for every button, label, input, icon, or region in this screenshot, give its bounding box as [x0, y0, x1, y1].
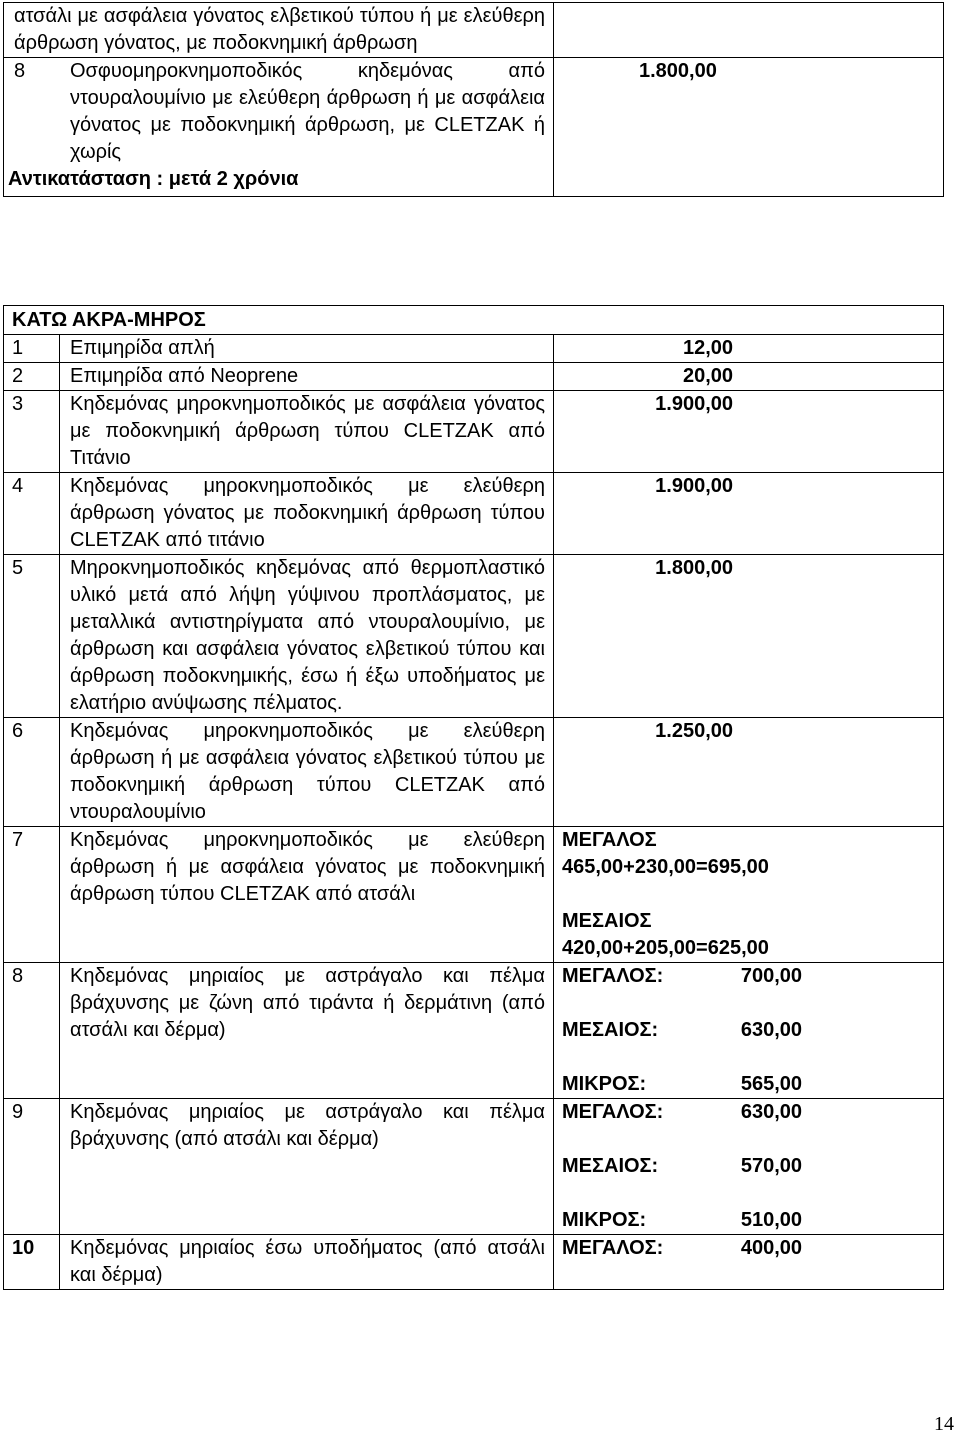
- item-price-block: [554, 1099, 944, 1235]
- size-label: ΜΕΓΑΛΟΣ:: [562, 1101, 664, 1123]
- item-price-block: [554, 963, 944, 1099]
- item-price-block: [554, 827, 944, 963]
- size-label: ΜΙΚΡΟΣ:: [562, 1209, 647, 1231]
- item-price: 1.900,00: [554, 473, 944, 555]
- item-number: 10: [4, 1235, 60, 1290]
- item-description: Οσφυομηροκνημοποδικός κηδεμόνας από ντουραλουμίνιο με ελεύθερη άρθρωση ή με ασφάλεια γόνατος με ποδοκνημική άρθρωση, με CLETZAK ή χωρίς: [70, 60, 545, 163]
- size-medium-value: 420,00+205,00=625,00: [562, 937, 769, 959]
- size-value: 510,00: [740, 1209, 802, 1231]
- item-description: Επιμηρίδα απλή: [60, 335, 554, 363]
- item-number: 6: [4, 718, 60, 827]
- item-price: 1.800,00: [554, 555, 944, 718]
- item-price-block: [554, 1235, 944, 1290]
- item-number: 1: [4, 335, 60, 363]
- table-row: [4, 391, 944, 473]
- item-description: Επιμηρίδα από Neoprene: [60, 363, 554, 391]
- size-label: ΜΕΣΑΙΟΣ:: [562, 1155, 659, 1177]
- continued-description: [4, 3, 554, 58]
- item-8-price-cell: [554, 58, 944, 197]
- table-row: [4, 363, 944, 391]
- table-row: [4, 1235, 944, 1290]
- item-description: Κηδεμόνας μηροκνημοποδικός με ασφάλεια γόνατος με ποδοκνημική άρθρωση τύπου CLETZAK από Τιτάνιο: [60, 391, 554, 473]
- item-description: Κηδεμόνας μηροκνημοποδικός με ελεύθερη άρθρωση γόνατος με ποδοκνημική άρθρωση τύπου CLETZAK από τιτάνιο: [60, 473, 554, 555]
- item-description: Κηδεμόνας μηριαίος με αστράγαλο και πέλμα βράχυνσης με ζώνη από τιράντα ή δερμάτινη (από ατσάλι και δέρμα): [60, 963, 554, 1099]
- item-description: Κηδεμόνας μηριαίος έσω υποδήματος (από ατσάλι και δέρμα): [60, 1235, 554, 1290]
- item-description: Κηδεμόνας μηριαίος με αστράγαλο και πέλμα βράχυνσης (από ατσάλι και δέρμα): [60, 1099, 554, 1235]
- item-price: 1.900,00: [554, 391, 944, 473]
- item-8-description-cell: [4, 58, 554, 167]
- size-value: 630,00: [740, 1019, 802, 1041]
- size-label: ΜΕΓΑΛΟΣ:: [562, 965, 664, 987]
- size-value: 570,00: [740, 1155, 802, 1177]
- size-label: ΜΙΚΡΟΣ:: [562, 1073, 647, 1095]
- size-large-label: ΜΕΓΑΛΟΣ: [562, 829, 657, 851]
- item-description: Κηδεμόνας μηροκνημοποδικός με ελεύθερη άρθρωση ή με ασφάλεια γόνατος με ποδοκνημική άρθρωση τύπου CLETZAK από ατσάλι: [60, 827, 554, 963]
- item-description: Κηδεμόνας μηροκνημοποδικός με ελεύθερη άρθρωση ή με ασφάλεια γόνατος ελβετικού τύπου με ποδοκνημική άρθρωση τύπου CLETZAK από ντουραλουμίνιο: [60, 718, 554, 827]
- size-large-value: 465,00+230,00=695,00: [562, 856, 769, 878]
- item-number: 3: [4, 391, 60, 473]
- size-price-line: [562, 1235, 802, 1262]
- item-price: 1.800,00: [639, 60, 717, 82]
- item-number: 9: [4, 1099, 60, 1235]
- page-number: 14: [934, 1413, 954, 1435]
- description-text: ατσάλι με ασφάλεια γόνατος ελβετικού τύπου ή με ελεύθερη άρθρωση γόνατος, με ποδοκνημική άρθρωση: [14, 5, 545, 54]
- table-row: [4, 1099, 944, 1235]
- price-table-continued: [3, 2, 944, 197]
- price-table-lower-limbs: [3, 305, 944, 1290]
- size-price-line: [562, 1071, 802, 1098]
- item-number: 7: [4, 827, 60, 963]
- size-value: 565,00: [740, 1073, 802, 1095]
- table-header-row: [4, 306, 944, 335]
- size-price-line: [562, 963, 802, 990]
- size-medium-label: ΜΕΣΑΙΟΣ: [562, 910, 652, 932]
- size-label: ΜΕΣΑΙΟΣ:: [562, 1019, 659, 1041]
- table-row: [4, 827, 944, 963]
- size-value: 700,00: [740, 965, 802, 987]
- size-value: 630,00: [740, 1101, 802, 1123]
- size-price-line: [562, 1099, 802, 1126]
- table-row: [4, 718, 944, 827]
- size-price-line: [562, 1153, 802, 1180]
- item-number: 8: [14, 60, 26, 82]
- item-number: 2: [4, 363, 60, 391]
- item-price: 1.250,00: [554, 718, 944, 827]
- table-row: [4, 335, 944, 363]
- item-price: 20,00: [554, 363, 944, 391]
- item-price: 12,00: [554, 335, 944, 363]
- size-price-line: [562, 1207, 802, 1234]
- size-value: 400,00: [740, 1237, 802, 1259]
- item-description: Μηροκνημοποδικός κηδεμόνας από θερμοπλαστικό υλικό μετά από λήψη γύψινου προπλάσματος, με μεταλλικά αντιστηρίγματα από ντουραλουμίνιο, με άρθρωση και ασφάλεια γόνατος ελβετικού τύπου και άρθρωση ποδοκνημικής, έσω ή έξω υποδήματος με ελατήριο ανύψωσης πέλματος.: [60, 555, 554, 718]
- table-row: [4, 3, 944, 58]
- item-number: 4: [4, 473, 60, 555]
- table-row: [4, 963, 944, 1099]
- replacement-note: Αντικατάσταση : μετά 2 χρόνια: [4, 166, 554, 196]
- item-number: 8: [4, 963, 60, 1099]
- size-label: ΜΕΓΑΛΟΣ:: [562, 1237, 664, 1259]
- size-price-line: [562, 1017, 802, 1044]
- table-row: [4, 555, 944, 718]
- table-row: [4, 58, 944, 167]
- price-cell: [554, 3, 944, 58]
- section-header: ΚΑΤΩ ΑΚΡΑ-ΜΗΡΟΣ: [4, 306, 944, 335]
- table-row: [4, 473, 944, 555]
- item-number: 5: [4, 555, 60, 718]
